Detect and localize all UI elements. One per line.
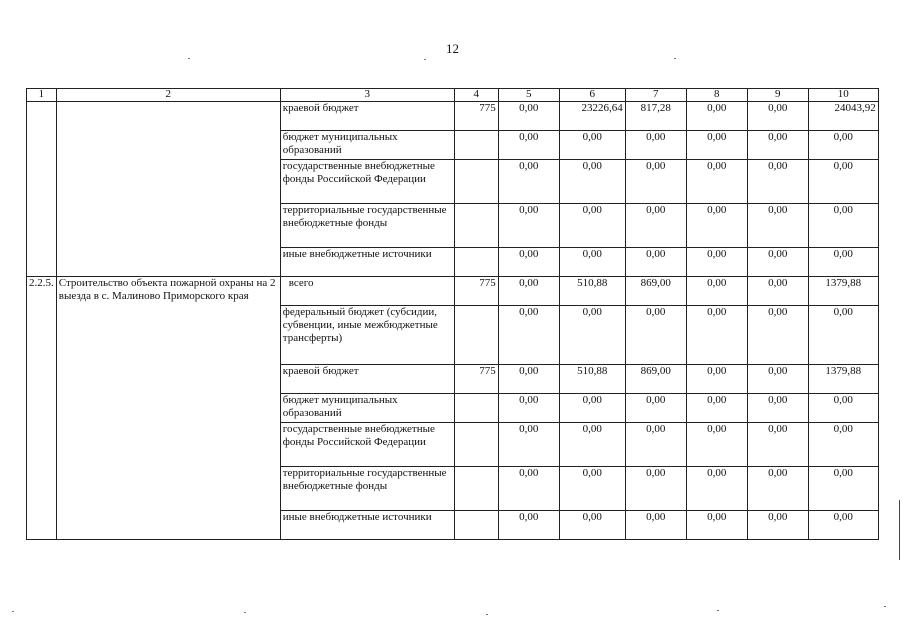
value-cell: 0,00 — [559, 511, 625, 540]
value-cell: 0,00 — [559, 423, 625, 467]
scan-speck — [486, 614, 488, 615]
value-cell: 1379,88 — [808, 365, 878, 394]
funding-source: краевой бюджет — [280, 365, 454, 394]
budget-code — [454, 248, 498, 277]
value-cell: 0,00 — [498, 204, 559, 248]
value-cell: 0,00 — [747, 248, 808, 277]
value-cell: 0,00 — [747, 423, 808, 467]
column-header: 1 — [27, 89, 57, 102]
column-number-row — [27, 89, 879, 102]
column-header: 7 — [625, 89, 686, 102]
value-cell: 23226,64 — [559, 102, 625, 131]
value-cell: 0,00 — [559, 306, 625, 365]
value-cell: 0,00 — [808, 306, 878, 365]
value-cell: 0,00 — [686, 204, 747, 248]
budget-code: 775 — [454, 365, 498, 394]
scan-speck — [244, 612, 246, 613]
value-cell: 0,00 — [686, 277, 747, 306]
scan-speck — [188, 58, 190, 59]
value-cell: 0,00 — [498, 394, 559, 423]
column-header: 4 — [454, 89, 498, 102]
value-cell: 0,00 — [498, 248, 559, 277]
budget-code — [454, 131, 498, 160]
funding-source: бюджет муниципальных образований — [280, 394, 454, 423]
column-header: 10 — [808, 89, 878, 102]
funding-source: федеральный бюджет (субсидии, субвенции, иные межбюджетные трансферты) — [280, 306, 454, 365]
funding-source: иные внебюджетные источники — [280, 511, 454, 540]
value-cell: 24043,92 — [808, 102, 878, 131]
value-cell: 0,00 — [808, 160, 878, 204]
value-cell: 0,00 — [808, 131, 878, 160]
funding-source: всего — [280, 277, 454, 306]
budget-code — [454, 160, 498, 204]
value-cell: 869,00 — [625, 277, 686, 306]
value-cell: 0,00 — [625, 306, 686, 365]
value-cell: 0,00 — [498, 467, 559, 511]
funding-source: государственные внебюджетные фонды Российской Федерации — [280, 160, 454, 204]
value-cell: 0,00 — [559, 467, 625, 511]
value-cell: 0,00 — [686, 365, 747, 394]
value-cell: 0,00 — [559, 204, 625, 248]
value-cell: 1379,88 — [808, 277, 878, 306]
item-name-cell — [56, 102, 280, 277]
value-cell: 0,00 — [498, 131, 559, 160]
budget-code — [454, 394, 498, 423]
page-number: 12 — [446, 41, 459, 56]
value-cell: 0,00 — [625, 160, 686, 204]
value-cell: 0,00 — [625, 511, 686, 540]
value-cell: 0,00 — [625, 131, 686, 160]
funding-source: государственные внебюджетные фонды Российской Федерации — [280, 423, 454, 467]
value-cell: 0,00 — [686, 394, 747, 423]
funding-source: территориальные государственные внебюджетные фонды — [280, 467, 454, 511]
table-row — [27, 277, 879, 306]
value-cell: 510,88 — [559, 277, 625, 306]
budget-code — [454, 423, 498, 467]
value-cell: 0,00 — [747, 204, 808, 248]
scan-speck — [12, 611, 14, 612]
value-cell: 0,00 — [559, 131, 625, 160]
value-cell: 0,00 — [747, 467, 808, 511]
value-cell: 0,00 — [747, 306, 808, 365]
budget-code — [454, 204, 498, 248]
table-row — [27, 102, 879, 131]
budget-code: 775 — [454, 102, 498, 131]
item-name-cell: Строительство объекта пожарной охраны на 2 выезда в с. Малиново Приморского края — [56, 277, 280, 540]
value-cell: 0,00 — [498, 365, 559, 394]
value-cell: 0,00 — [747, 394, 808, 423]
value-cell: 0,00 — [686, 306, 747, 365]
value-cell: 0,00 — [747, 511, 808, 540]
item-index-cell: 2.2.5. — [27, 277, 57, 540]
value-cell: 0,00 — [498, 102, 559, 131]
funding-source: краевой бюджет — [280, 102, 454, 131]
funding-source: бюджет муниципальных образований — [280, 131, 454, 160]
value-cell: 0,00 — [808, 423, 878, 467]
value-cell: 0,00 — [747, 277, 808, 306]
value-cell: 0,00 — [625, 204, 686, 248]
value-cell: 0,00 — [686, 423, 747, 467]
value-cell: 0,00 — [625, 467, 686, 511]
value-cell: 0,00 — [686, 467, 747, 511]
value-cell: 0,00 — [686, 160, 747, 204]
budget-code — [454, 511, 498, 540]
value-cell: 0,00 — [686, 511, 747, 540]
column-header: 8 — [686, 89, 747, 102]
scan-speck — [884, 606, 886, 607]
scan-speck — [424, 59, 426, 60]
value-cell: 0,00 — [686, 248, 747, 277]
value-cell: 0,00 — [808, 467, 878, 511]
value-cell: 0,00 — [559, 160, 625, 204]
value-cell: 0,00 — [498, 511, 559, 540]
budget-code — [454, 467, 498, 511]
value-cell: 0,00 — [808, 511, 878, 540]
value-cell: 0,00 — [747, 102, 808, 131]
value-cell: 0,00 — [808, 248, 878, 277]
value-cell: 0,00 — [808, 204, 878, 248]
budget-table — [26, 88, 879, 540]
value-cell: 0,00 — [747, 365, 808, 394]
column-header: 6 — [559, 89, 625, 102]
value-cell: 869,00 — [625, 365, 686, 394]
value-cell: 0,00 — [498, 277, 559, 306]
scan-speck — [674, 58, 676, 59]
value-cell: 0,00 — [747, 160, 808, 204]
value-cell: 0,00 — [808, 394, 878, 423]
budget-code: 775 — [454, 277, 498, 306]
value-cell: 0,00 — [625, 248, 686, 277]
value-cell: 0,00 — [747, 131, 808, 160]
value-cell: 510,88 — [559, 365, 625, 394]
column-header: 3 — [280, 89, 454, 102]
item-index-cell — [27, 102, 57, 277]
column-header: 2 — [56, 89, 280, 102]
value-cell: 0,00 — [498, 306, 559, 365]
funding-source: территориальные государственные внебюджетные фонды — [280, 204, 454, 248]
column-header: 5 — [498, 89, 559, 102]
value-cell: 0,00 — [498, 160, 559, 204]
value-cell: 0,00 — [686, 131, 747, 160]
value-cell: 0,00 — [686, 102, 747, 131]
budget-code — [454, 306, 498, 365]
value-cell: 817,28 — [625, 102, 686, 131]
value-cell: 0,00 — [559, 248, 625, 277]
value-cell: 0,00 — [559, 394, 625, 423]
funding-source: иные внебюджетные источники — [280, 248, 454, 277]
value-cell: 0,00 — [498, 423, 559, 467]
scan-edge-mark — [899, 500, 900, 560]
column-header: 9 — [747, 89, 808, 102]
value-cell: 0,00 — [625, 423, 686, 467]
value-cell: 0,00 — [625, 394, 686, 423]
scan-speck — [717, 610, 719, 611]
